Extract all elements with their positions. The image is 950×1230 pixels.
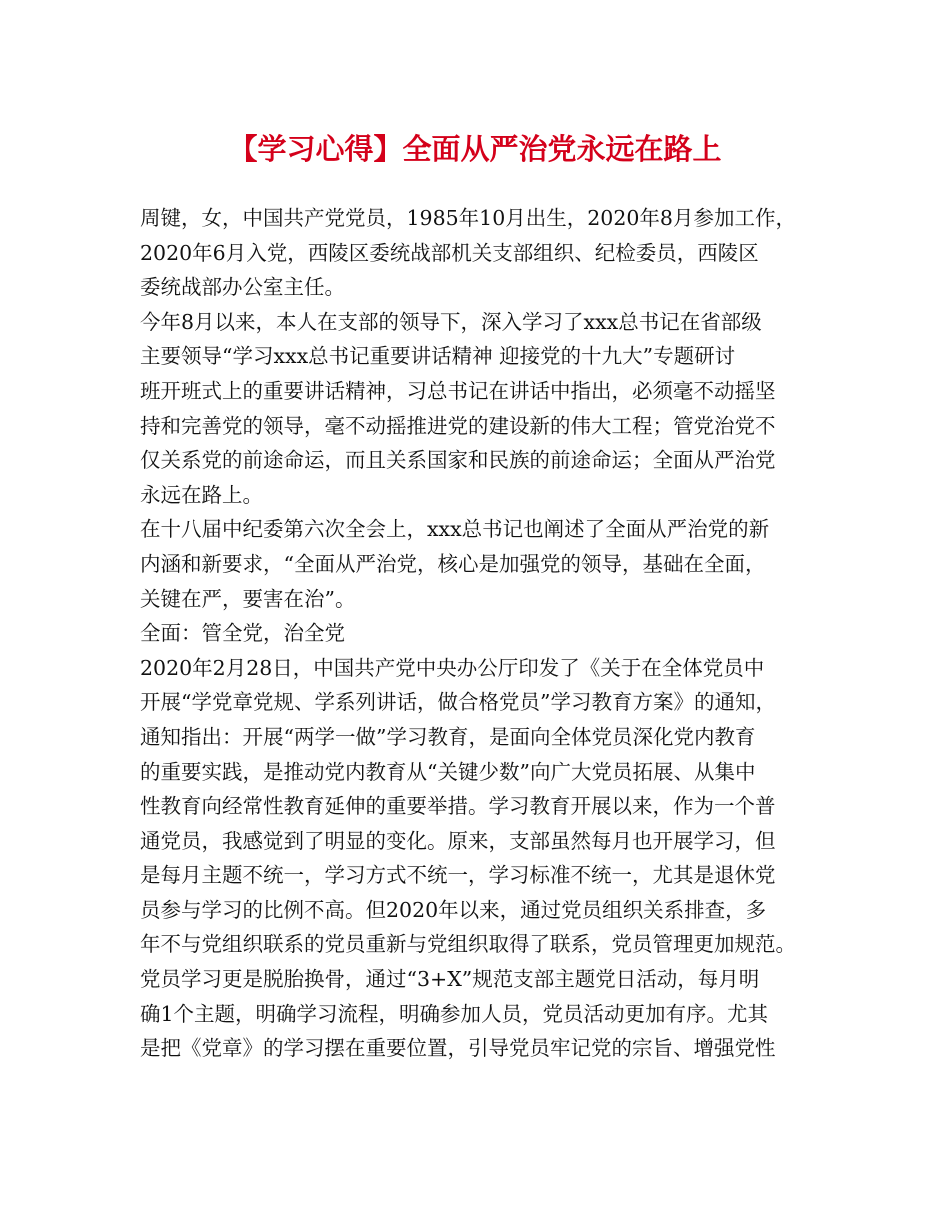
text-line: 确1个主题，明确学习流程，明确参加人员，党员活动更加有序。尤其 <box>140 1001 769 1026</box>
text-line: 永远在路上。 <box>140 482 263 507</box>
text-line: 党员学习更是脱胎换骨，通过“3+X”规范支部主题党日活动，每月明 <box>140 967 760 992</box>
text-line: 的重要实践，是推动党内教育从“关键少数”向广大党员拓展、从集中 <box>140 759 756 784</box>
text-line: 是把《党章》的学习摆在重要位置，引导党员牢记党的宗旨、增强党性 <box>140 1036 776 1061</box>
text-line: 委统战部办公室主任。 <box>140 275 345 300</box>
document-body <box>140 201 820 1066</box>
text-line: 年不与党组织联系的党员重新与党组织取得了联系，党员管理更加规范。 <box>140 932 796 957</box>
text-line: 2020年6月入党，西陵区委统战部机关支部组织、纪检委员，西陵区 <box>140 240 759 265</box>
text-line: 在十八届中纪委第六次全会上，xxx总书记也阐述了全面从严治党的新 <box>140 517 770 542</box>
text-line: 是每月主题不统一，学习方式不统一，学习标准不统一，尤其是退休党 <box>140 863 776 888</box>
text-line: 今年8月以来，本人在支部的领导下，深入学习了xxx总书记在省部级 <box>140 309 762 334</box>
text-line: 主要领导“学习xxx总书记重要讲话精神 迎接党的十九大”专题研讨 <box>140 344 736 369</box>
text-line: 通知指出：开展“两学一做”学习教育，是面向全体党员深化党内教育 <box>140 724 756 749</box>
text-line: 内涵和新要求，“全面从严治党，核心是加强党的领导，基础在全面， <box>140 551 766 576</box>
text-line: 2020年2月28日，中国共产党中央办公厅印发了《关于在全体党员中 <box>140 655 765 680</box>
text-line: 持和完善党的领导，毫不动摇推进党的建设新的伟大工程；管党治党不 <box>140 413 776 438</box>
section-heading: 全面：管全党，治全党 <box>140 621 345 646</box>
text-line: 班开班式上的重要讲话精神，习总书记在讲话中指出，必须毫不动摇坚 <box>140 378 776 403</box>
text-line: 周键，女，中国共产党党员，1985年10月出生，2020年8月参加工作， <box>140 206 796 230</box>
text-line: 仅关系党的前途命运，而且关系国家和民族的前途命运；全面从严治党 <box>140 448 776 473</box>
page-title: 【学习心得】全面从严治党永远在路上 <box>228 132 722 166</box>
text-line: 开展“学党章党规、学系列讲话，做合格党员”学习教育方案》的通知， <box>140 690 776 715</box>
text-line: 性教育向经常性教育延伸的重要举措。学习教育开展以来，作为一个普 <box>140 794 776 819</box>
text-line: 关键在严，要害在治”。 <box>140 586 356 611</box>
text-line: 员参与学习的比例不高。但2020年以来，通过党员组织关系排查，多 <box>140 897 767 922</box>
text-line: 通党员，我感觉到了明显的变化。原来，支部虽然每月也开展学习，但 <box>140 828 776 853</box>
